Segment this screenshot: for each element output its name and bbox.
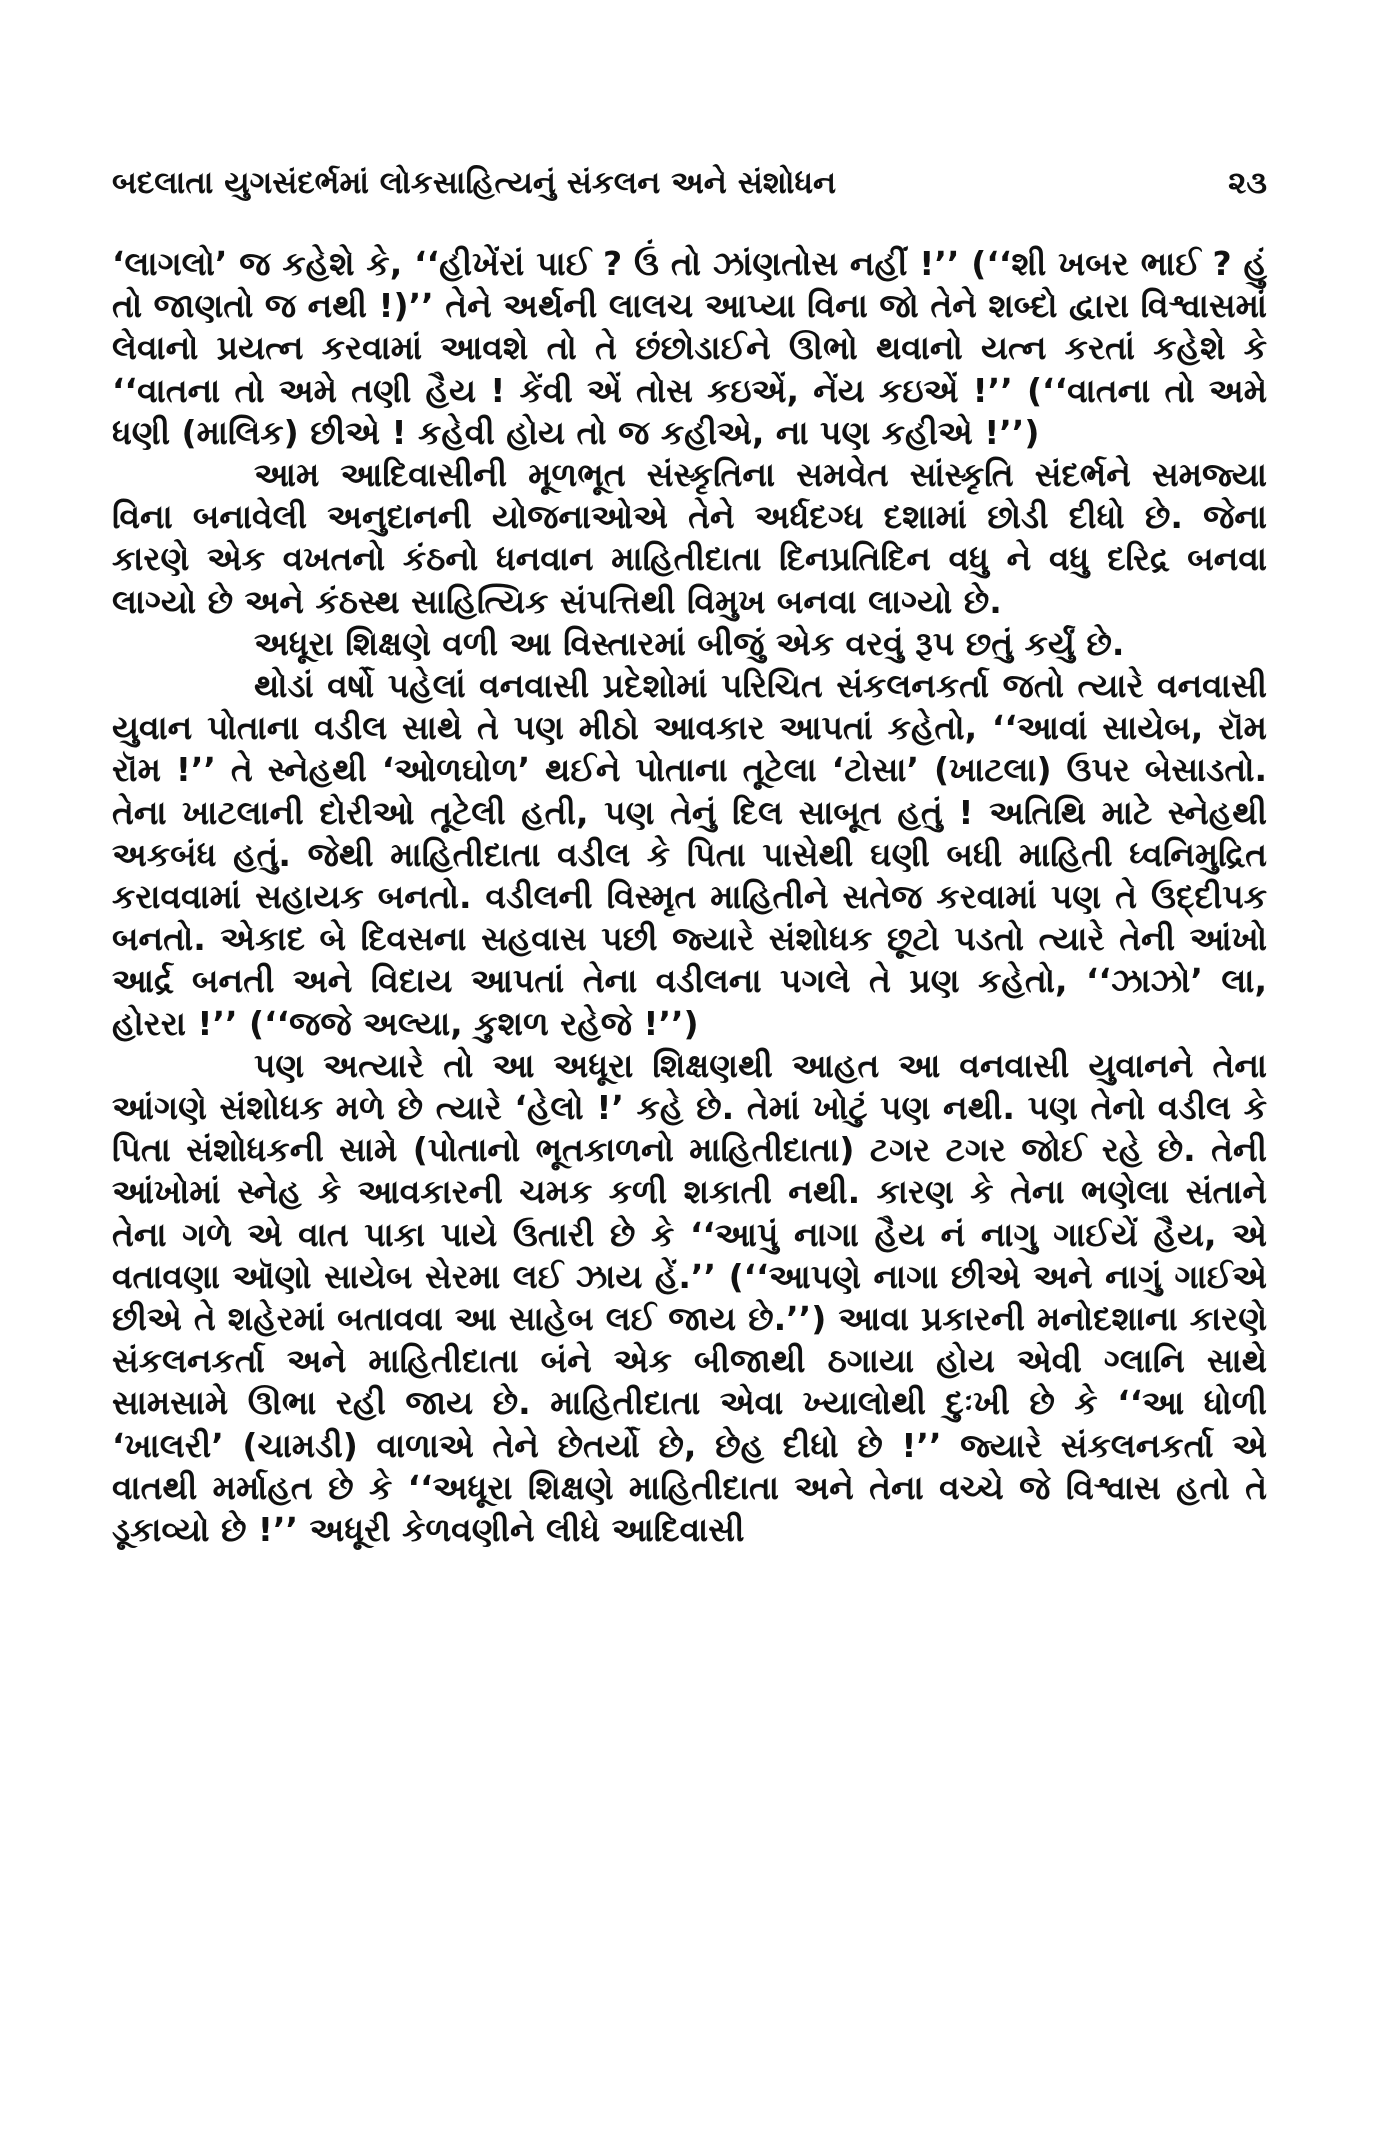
paragraph: પણ અત્યારે તો આ અધૂરા શિક્ષણથી આહત આ વનવાસી યુવાનને તેના આંગણે સંશોધક મળે છે ત્યારે ‘હેલો !’ કહે છે. તેમાં ખોટું પણ નથી. પણ તેનો વડીલ કે પિતા સંશોધકની સામે (પોતાનો ભૂતકાળનો માહિતીદાતા) ટગર ટગર જોઈ રહે છે. તેની આંખોમાં સ્નેહ કે આવકારની ચમક કળી શકાતી નથી. કારણ કે તેના ભણેલા સંતાને તેના ગળે એ વાત પાકા પાયે ઉતારી છે કે ‘‘આપું નાગા હૈય નં નાગુ ગાઈયેં હૈય, એ વતાવણા ઑણો સાયેબ સેરમા લઈ ઝાય હેં.’’ (‘‘આપણે નાગા છીએ અને નાગું ગાઈએ છીએ તે શહેરમાં બતાવવા આ સાહેબ લઈ જાય છે.’’) આવા પ્રકારની મનોદશાના કારણે સંકલનકર્તા અને માહિતીદાતા બંને એક બીજાથી ઠગાયા હોય એવી ગ્લાનિ સાથે સામસામે ઊભા રહી જાય છે. માહિતીદાતા એવા ખ્યાલોથી દુઃખી છે કે ‘‘આ ધોળી ‘ખાલરી’ (ચામડી) વાળાએ તેને છેતર્યો છે, છેહ દીધો છે !’’ જ્યારે સંકલનકર્તા એ વાતથી મર્માહત છે કે ‘‘અધૂરા શિક્ષણે માહિતીદાતા અને તેના વચ્ચે જે વિશ્વાસ હતો તે ડૂકાવ્યો છે !’’ અધૂરી કેળવણીને લીધે આદિવાસી (112, 1045, 1267, 1550)
running-header (112, 160, 1267, 206)
body-text (112, 243, 1267, 1551)
page-number: ૨૩ (1228, 164, 1267, 201)
paragraph: અધૂરા શિક્ષણે વળી આ વિસ્તારમાં બીજું એક વરવું રૂપ છતું કર્યું છે. (254, 623, 1125, 663)
paragraph: થોડાં વર્ષો પહેલાં વનવાસી પ્રદેશોમાં પરિચિત સંકલનકર્તા જતો ત્યારે વનવાસી યુવાન પોતાના વડીલ સાથે તે પણ મીઠો આવકાર આપતાં કહેતો, ‘‘આવાં સાયેબ, રૉમ રૉમ !’’ તે સ્નેહથી ‘ઓળઘોળ’ થઈને પોતાના તૂટેલા ‘ટોસા’ (ખાટલા) ઉપર બેસાડતો. તેના ખાટલાની દોરીઓ તૂટેલી હતી, પણ તેનું દિલ સાબૂત હતું ! અતિથિ માટે સ્નેહથી અકબંધ હતું. જેથી માહિતીદાતા વડીલ કે પિતા પાસેથી ઘણી બધી માહિતી ધ્વનિમુદ્રિત કરાવવામાં સહાયક બનતો. વડીલની વિસ્મૃત માહિતીને સતેજ કરવામાં પણ તે ઉદ્દીપક બનતો. એકાદ બે દિવસના સહવાસ પછી જ્યારે સંશોધક છૂટો પડતો ત્યારે તેની આંખો આર્દ્ર બનતી અને વિદાય આપતાં તેના વડીલના પગલે તે પ્રણ કહેતો, ‘‘ઝાઝો’ લા, હોરરા !’’ (‘‘જજે અલ્યા, કુશળ રહેજે !’’) (112, 666, 1267, 1043)
running-header-title: બદલાતા યુગસંદર્ભમાં લોકસાહિત્યનું સંકલન અને સંશોધન (112, 164, 837, 201)
paragraph: આમ આદિવાસીની મૂળભૂત સંસ્કૃતિના સમવેત સાંસ્કૃતિ સંદર્ભને સમજ્યા વિના બનાવેલી અનુદાનની યોજનાઓએ તેને અર્ધદગ્ધ દશામાં છોડી દીધો છે. જેના કારણે એક વખતનો કંઠનો ધનવાન માહિતીદાતા દિનપ્રતિદિન વધુ ને વધુ દરિદ્ર બનવા લાગ્યો છે અને કંઠસ્થ સાહિત્યિક સંપત્તિથી વિમુખ બનવા લાગ્યો છે. (112, 455, 1267, 621)
paragraph-continued: ‘લાગલો’ જ કહેશે કે, ‘‘હીખેંરાં પાઈ ? ઉં તો ઝાંણતોસ નહીં !’’ (‘‘શી ખબર ભાઈ ? હું તો જાણતો જ નથી !)’’ તેને અર્થની લાલચ આપ્યા વિના જો તેને શબ્દો દ્વારા વિશ્વાસમાં લેવાનો પ્રયત્ન કરવામાં આવશે તો તે છંછોડાઈને ઊભો થવાનો યત્ન કરતાં કહેશે કે ‘‘વાતના તો અમે તણી હૈય ! કેંવી એં તોસ કઇએં, નેંય કઇએં !’’ (‘‘વાતના તો અમે ધણી (માલિક) છીએ ! કહેવી હોય તો જ કહીએ, ના પણ કહીએ !’’) (112, 244, 1267, 452)
